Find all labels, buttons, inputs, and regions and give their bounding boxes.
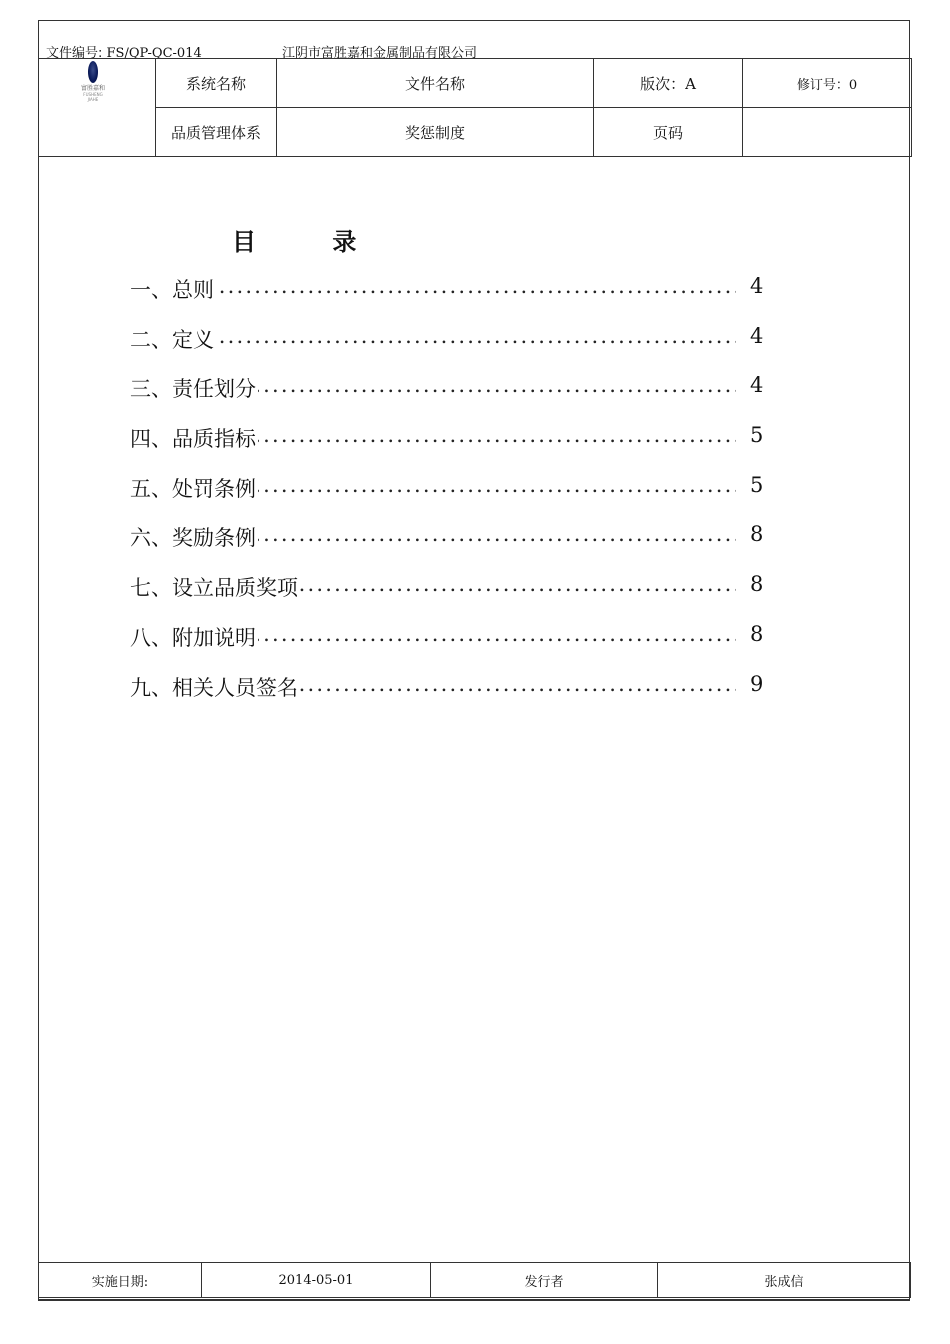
issuer-label: 发行者 (431, 1263, 658, 1298)
effective-date-value: 2014-05-01 (202, 1263, 431, 1298)
table-of-contents (130, 270, 770, 717)
toc-item[interactable] (130, 668, 770, 718)
toc-item[interactable] (130, 469, 770, 519)
page-label: 页码 (594, 108, 743, 157)
toc-item-label: 九、相关人员签名 (130, 672, 300, 702)
company-name: 江阴市富胜嘉和金属制品有限公司 (282, 46, 478, 61)
toc-item-label: 二、定义 (130, 324, 216, 354)
toc-item-page: 4 (750, 323, 764, 348)
issuer-value: 张成信 (658, 1263, 911, 1298)
toc-item-label: 八、附加说明 (130, 622, 258, 652)
toc-item[interactable] (130, 270, 770, 320)
toc-item-page: 5 (750, 423, 764, 448)
toc-leader-dots (130, 324, 736, 348)
logo-cell (39, 59, 156, 157)
version: 版次：A (594, 59, 743, 108)
toc-item-page: 4 (750, 373, 764, 398)
document-number-value: FS/QP-QC-014 (106, 46, 202, 61)
toc-item-label: 五、处罚条例 (130, 473, 258, 503)
effective-date-label: 实施日期: (39, 1263, 202, 1298)
toc-item[interactable] (130, 320, 770, 370)
system-name-value: 品质管理体系 (156, 108, 277, 157)
header-table (38, 58, 912, 157)
toc-item-label: 四、品质指标 (130, 423, 258, 453)
toc-title: 目 录 (232, 228, 391, 256)
toc-item-label: 七、设立品质奖项 (130, 572, 300, 602)
logo-icon (88, 61, 98, 83)
logo-text: 富胜嘉和 (80, 85, 105, 92)
document-number-label: 文件编号: (46, 46, 103, 61)
toc-item[interactable] (130, 618, 770, 668)
toc-item[interactable] (130, 369, 770, 419)
toc-item-page: 4 (750, 274, 764, 298)
toc-leader-dots (130, 274, 736, 298)
page-value (743, 108, 912, 157)
system-name-label: 系统名称 (156, 59, 277, 108)
footer-rule (38, 1298, 910, 1301)
footer-table (38, 1262, 911, 1298)
logo-subtext: FUSHENG JIAHE (83, 92, 103, 102)
toc-item-page: 8 (750, 572, 764, 597)
toc-item-label: 一、总则 (130, 274, 216, 304)
toc-item[interactable] (130, 568, 770, 618)
toc-item-label: 三、责任划分 (130, 373, 258, 403)
toc-item-page: 5 (750, 472, 764, 497)
toc-item[interactable] (130, 419, 770, 469)
company-logo (79, 61, 107, 105)
file-name-label: 文件名称 (277, 59, 594, 108)
toc-item-page: 8 (750, 621, 764, 646)
revision-number: 修订号：0 (743, 59, 912, 108)
toc-item-page: 8 (750, 522, 764, 547)
toc-item-label: 六、奖励条例 (130, 522, 258, 552)
file-name-value: 奖惩制度 (277, 108, 594, 157)
toc-item[interactable] (130, 518, 770, 568)
toc-item-page: 9 (750, 671, 764, 696)
